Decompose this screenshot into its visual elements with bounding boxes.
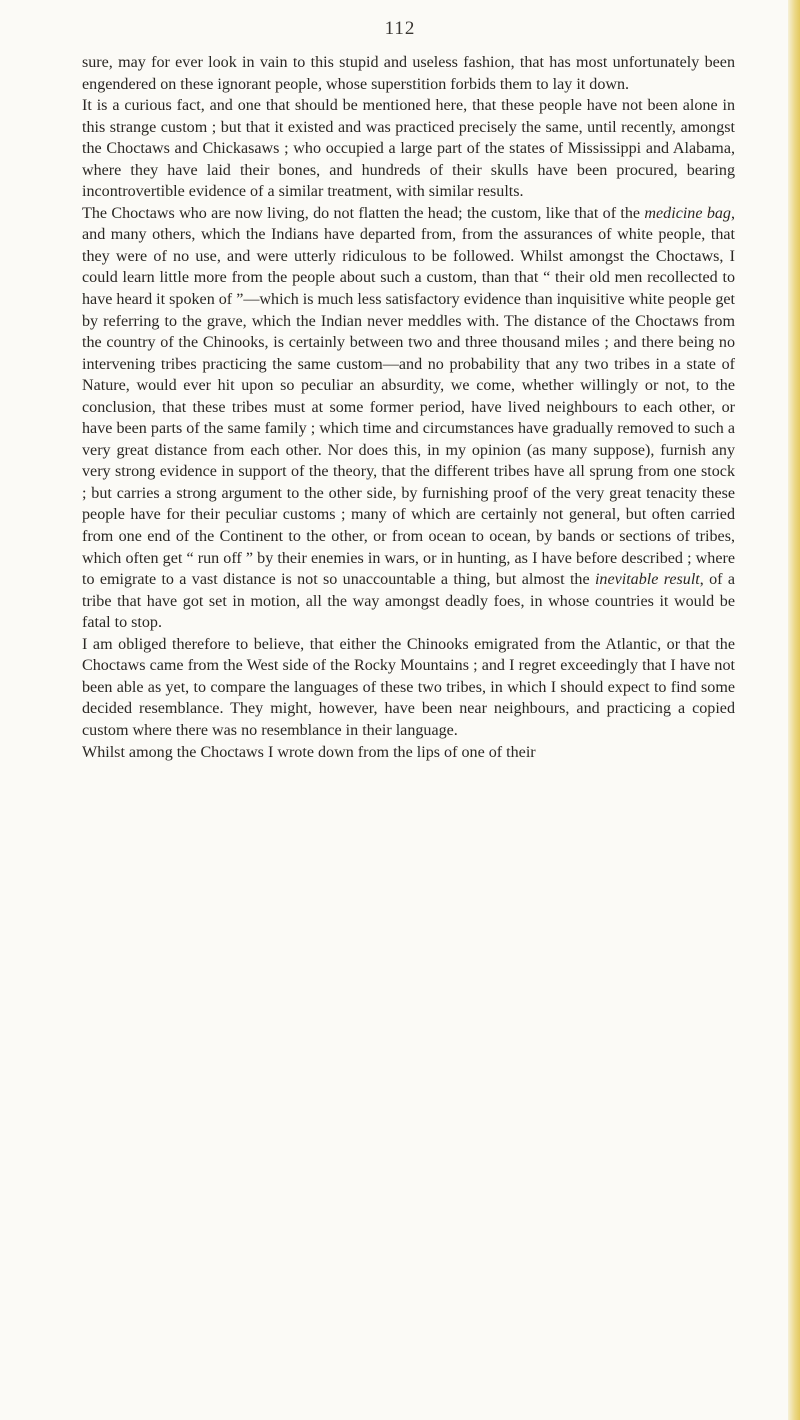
- paragraph: [82, 95, 735, 203]
- paragraph-text: It is a curious fact, and one that should be mentioned here, that these people have not been alone in this strange custom ; but that it existed and was practiced precisely the same, until recently, amongst the Choctaws and Chickasaws ; who occupied a large part of the states of Mississippi and Alabama, where they have laid their bones, and hundreds of their skulls have been procured, bearing incontrovertible evidence of a similar treatment, with similar results.: [82, 97, 735, 201]
- paragraph-text: , of a tribe that have got set in motion, all the way amongst deadly foes, in whose countries it would be fatal to stop.: [82, 571, 736, 632]
- paragraph: [82, 742, 735, 764]
- page-edge-decoration: [788, 0, 800, 1420]
- paragraph-text: sure, may for ever look in vain to this stupid and useless fashion, that has most unfortunately been engendered on these ignorant people, whose superstition forbids them to lay it down.: [82, 54, 735, 93]
- page-number: 112: [384, 18, 416, 39]
- paragraph: [82, 203, 735, 634]
- paragraph: [82, 634, 735, 742]
- italic-term-medicine-bag: medicine bag: [644, 204, 731, 222]
- paragraph-text: The Choctaws who are now living, do not flatten the head; the custom, like that of the: [82, 204, 645, 222]
- paragraph: [82, 52, 735, 95]
- italic-term-inevitable-result: inevitable result: [594, 571, 700, 589]
- body-text: [82, 52, 735, 763]
- paragraph-text: Whilst among the Choctaws I wrote down from the lips of one of their: [82, 743, 536, 761]
- paragraph-text: , and many others, which the Indians have departed from, from the assurances of white people, that they were of no use, and were utterly ridiculous to be followed. Whilst amongst the Choctaws, I could learn little more from the people about such a custom, than that “ their old men recollected to have heard it spoken of ”—which is much less satisfactory evidence than inquisitive white people get by referring to the grave, which the Indian never meddles with. The distance of the Choctaws from the country of the Chinooks, is certainly between two and three thousand miles ; and there being no intervening tribes practicing the same custom—and no probability that any two tribes in a state of Nature, would ever hit upon so peculiar an absurdity, we come, whether willingly or not, to the conclusion, that these tribes must at some former period, have lived neighbours to each other, or have been parts of the same family ; which time and circumstances have gradually removed to such a very great distance from each other. Nor does this, in my opinion (as many suppose), furnish any very strong evidence in support of the theory, that the different tribes have all sprung from one stock ; but carries a strong argument to the other side, by furnishing proof of the very great tenacity these people have for their peculiar customs ; many of which are certainly not general, but often carried from one end of the Continent to the other, or from ocean to ocean, by bands or sections of tribes, which often get “ run off ” by their enemies in wars, or in hunting, as I have before described ; where to emigrate to a vast distance is not so unaccountable a thing, but almost the: [82, 204, 735, 589]
- paragraph-text: I am obliged therefore to believe, that either the Chinooks emigrated from the Atlantic, or that the Choctaws came from the West side of the Rocky Mountains ; and I regret exceedingly that I have not been able as yet, to compare the languages of these two tribes, in which I should expect to find some decided resemblance. They might, however, have been near neighbours, and practicing a copied custom where there was no resemblance in their language.: [82, 635, 735, 739]
